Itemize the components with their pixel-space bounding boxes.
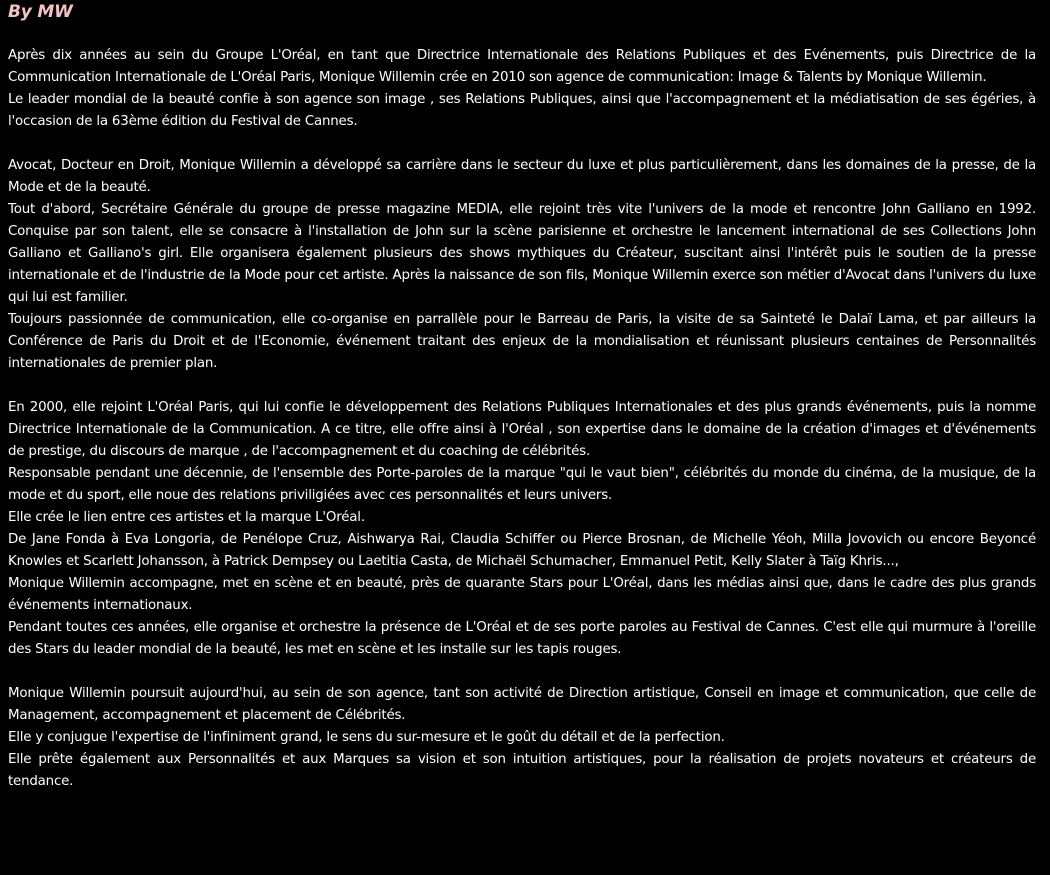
paragraph-1 xyxy=(8,45,1036,133)
spacer xyxy=(8,23,1036,45)
paragraph-3 xyxy=(8,397,1036,661)
text-block: Le leader mondial de la beauté confie à son agence son image , ses Relations Publiques, ainsi que l'accompagnement et la médiatisation de ses égéries, à l'occasion de la 63ème édition du Festival de Cannes. xyxy=(8,92,1036,129)
spacer xyxy=(8,133,1036,155)
text-block: Elle y conjugue l'expertise de l'infiniment grand, le sens du sur-mesure et le goût du détail et de la perfection. xyxy=(8,730,725,745)
paragraph-4 xyxy=(8,683,1036,793)
text-block: Après dix années au sein du Groupe L'Oréal, en tant que Directrice Internationale des Relations Publiques et des Evénements, puis Directrice de la Communication Internationale de L'Oréal Paris, Monique Willemin crée en 2010 son agence de communication: Image & Talents by Monique Willemin. xyxy=(8,48,1036,85)
text-block: Monique Willemin poursuit aujourd'hui, au sein de son agence, tant son activité de Direction artistique, Conseil en image et communication, que celle de Management, accompagnement et placement de Célébrités. xyxy=(8,686,1036,723)
text-block: Monique Willemin accompagne, met en scène et en beauté, près de quarante Stars pour L'Oréal, dans les médias ainsi que, dans le cadre des plus grands événements internationaux. xyxy=(8,576,1036,613)
text-block: En 2000, elle rejoint L'Oréal Paris, qui lui confie le développement des Relations Publiques Internationales et des plus grands événements, puis la nomme Directrice Internationale de la Communication. A ce titre, elle offre ainsi à l'Oréal , son expertise dans le domaine de la création d'images et d'événements de prestige, du discours de marque , de l'accompagnement et du coaching de célébrités. xyxy=(8,400,1036,459)
text-block: Tout d'abord, Secrétaire Générale du groupe de presse magazine MEDIA, elle rejoint très vite l'univers de la mode et rencontre John Galliano en 1992. Conquise par son talent, elle se consacre à l'installation de John sur la scène parisienne et orchestre le lancement international de ses Collections John Galliano et Galliano's girl. Elle organisera également plusieurs des shows mythiques du Créateur, suscitant ainsi l'intérêt puis le soutien de la presse internationale et de l'industrie de la Mode pour cet artiste. Après la naissance de son fils, Monique Willemin exerce son métier d'Avocat dans l'univers du luxe qui lui est familier. xyxy=(8,202,1036,305)
text-block: Elle crée le lien entre ces artistes et la marque L'Oréal. xyxy=(8,510,365,525)
text-block: Pendant toutes ces années, elle organise et orchestre la présence de L'Oréal et de ses porte paroles au Festival de Cannes. C'est elle qui murmure à l'oreille des Stars du leader mondial de la beauté, les met en scène et les installe sur les tapis rouges. xyxy=(8,620,1036,657)
paragraph-2 xyxy=(8,155,1036,375)
text-block: Avocat, Docteur en Droit, Monique Willemin a développé sa carrière dans le secteur du luxe et plus particulièrement, dans les domaines de la presse, de la Mode et de la beauté. xyxy=(8,158,1036,195)
biography-page xyxy=(8,0,1036,875)
text-block: De Jane Fonda à Eva Longoria, de Penélope Cruz, Aishwarya Rai, Claudia Schiffer ou Pierce Brosnan, de Michelle Yéoh, Milla Jovovich ou encore Beyoncé Knowles et Scarlett Johansson, à Patrick Dempsey ou Laetitia Casta, de Michaël Schumacher, Emmanuel Petit, Kelly Slater à Taïg Khris..., xyxy=(8,532,1036,569)
byline: By MW xyxy=(8,2,73,22)
text-block: Responsable pendant une décennie, de l'ensemble des Porte-paroles de la marque "qui le vaut bien", célébrités du monde du cinéma, de la musique, de la mode et du sport, elle noue des relations priviligiées avec ces personnalités et leurs univers. xyxy=(8,466,1036,503)
spacer xyxy=(8,661,1036,683)
text-block: Elle prête également aux Personnalités et aux Marques sa vision et son intuition artistiques, pour la réalisation de projets novateurs et créateurs de tendance. xyxy=(8,752,1036,789)
spacer xyxy=(8,375,1036,397)
text-block: Toujours passionnée de communication, elle co-organise en parrallèle pour le Barreau de Paris, la visite de sa Sainteté le Dalaï Lama, et par ailleurs la Conférence de Paris du Droit et de l'Economie, événement traitant des enjeux de la mondialisation et réunissant plusieurs centaines de Personnalités internationales de premier plan. xyxy=(8,312,1036,371)
